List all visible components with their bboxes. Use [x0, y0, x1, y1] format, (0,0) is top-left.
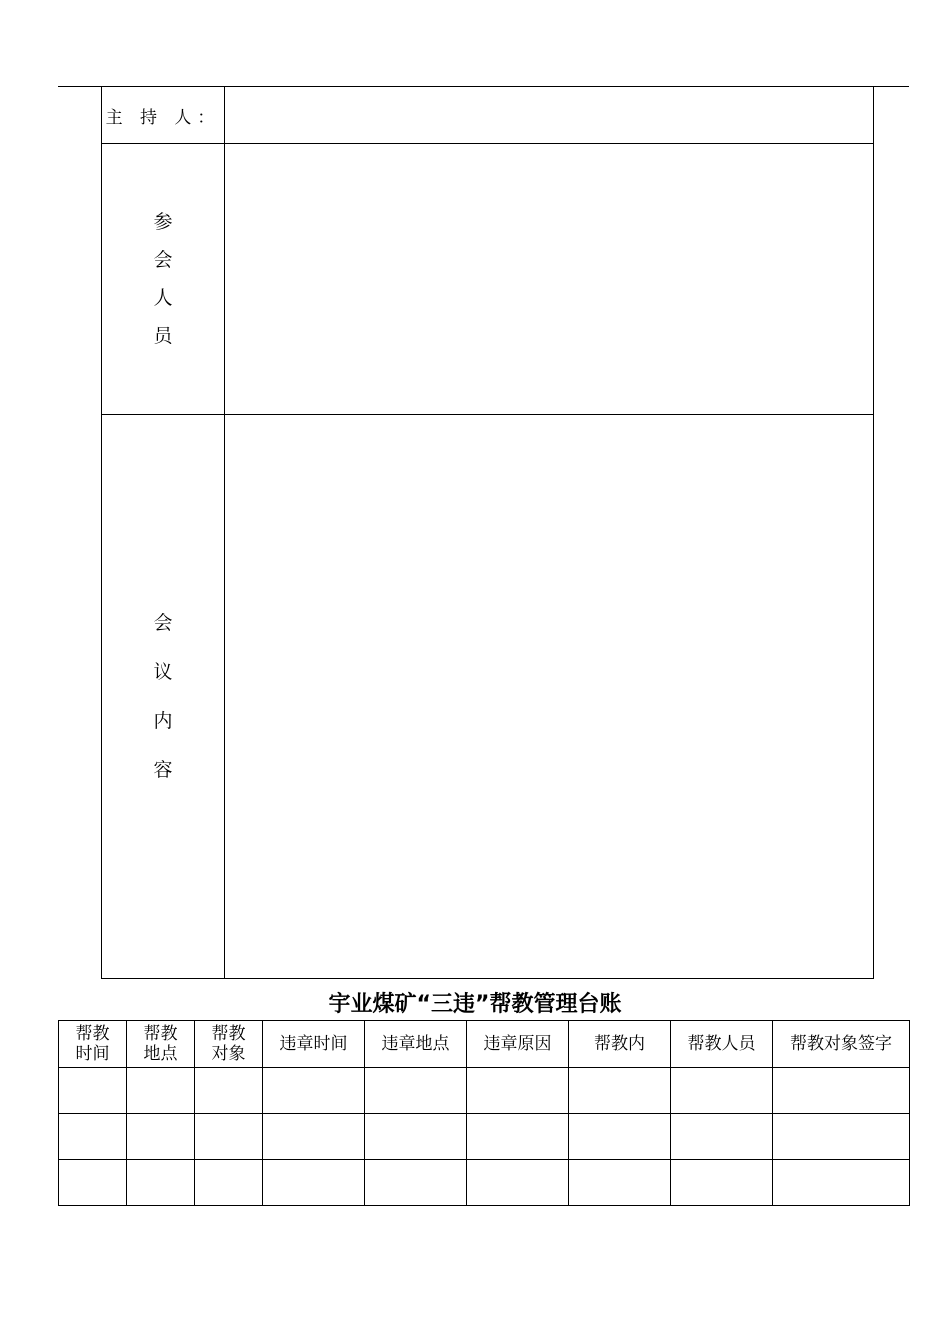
meeting-record-table — [101, 86, 874, 979]
ledger-row — [59, 1160, 910, 1206]
ledger-cell[interactable] — [671, 1068, 773, 1114]
content-label: 会议内容 — [153, 611, 173, 781]
header-violation-location: 违章地点 — [381, 1034, 450, 1054]
attendees-label: 参会人员 — [153, 211, 173, 347]
ledger-cell[interactable] — [127, 1068, 195, 1114]
host-label: 主 持 人： — [105, 107, 221, 128]
ledger-cell[interactable] — [59, 1160, 127, 1206]
header-cell — [773, 1021, 910, 1068]
header-help-time: 帮教时间 — [75, 1024, 110, 1064]
ledger-header-row — [59, 1021, 910, 1068]
ledger-cell[interactable] — [467, 1114, 569, 1160]
ledger-cell[interactable] — [671, 1114, 773, 1160]
header-help-content: 帮教内 — [594, 1034, 645, 1054]
host-label-cell — [102, 87, 225, 144]
header-cell — [467, 1021, 569, 1068]
ledger-cell[interactable] — [263, 1068, 365, 1114]
header-cell — [671, 1021, 773, 1068]
attendees-row — [102, 144, 874, 415]
ledger-cell[interactable] — [773, 1068, 910, 1114]
ledger-cell[interactable] — [59, 1114, 127, 1160]
header-cell — [195, 1021, 263, 1068]
attendees-value-field[interactable] — [225, 144, 874, 415]
ledger-cell[interactable] — [569, 1160, 671, 1206]
ledger-cell[interactable] — [195, 1160, 263, 1206]
ledger-cell[interactable] — [365, 1160, 467, 1206]
header-cell — [59, 1021, 127, 1068]
ledger-cell[interactable] — [59, 1068, 127, 1114]
ledger-cell[interactable] — [467, 1160, 569, 1206]
content-value-field[interactable] — [225, 415, 874, 979]
header-help-staff: 帮教人员 — [687, 1034, 756, 1054]
ledger-cell[interactable] — [365, 1068, 467, 1114]
header-violation-reason: 违章原因 — [483, 1034, 552, 1054]
ledger-cell[interactable] — [569, 1114, 671, 1160]
ledger-cell[interactable] — [263, 1114, 365, 1160]
ledger-cell[interactable] — [467, 1068, 569, 1114]
header-help-location: 帮教地点 — [143, 1024, 178, 1064]
header-cell — [365, 1021, 467, 1068]
header-violation-time: 违章时间 — [279, 1034, 348, 1054]
ledger-title: 宇业煤矿“三违”帮教管理台账 — [328, 992, 622, 1017]
ledger-cell[interactable] — [263, 1160, 365, 1206]
ledger-cell[interactable] — [127, 1160, 195, 1206]
header-cell — [263, 1021, 365, 1068]
ledger-cell[interactable] — [365, 1114, 467, 1160]
host-row — [102, 87, 874, 144]
top-rule-left — [58, 86, 101, 87]
header-cell — [127, 1021, 195, 1068]
ledger-cell[interactable] — [773, 1160, 910, 1206]
ledger-cell[interactable] — [195, 1114, 263, 1160]
attendees-label-cell — [102, 144, 225, 415]
content-label-cell — [102, 415, 225, 979]
ledger-cell[interactable] — [773, 1114, 910, 1160]
ledger-cell[interactable] — [671, 1160, 773, 1206]
content-row — [102, 415, 874, 979]
ledger-cell[interactable] — [127, 1114, 195, 1160]
ledger-row — [59, 1114, 910, 1160]
host-value-field[interactable] — [225, 87, 874, 144]
header-cell — [569, 1021, 671, 1068]
header-target-signature: 帮教对象签字 — [790, 1034, 892, 1054]
ledger-cell[interactable] — [195, 1068, 263, 1114]
ledger-cell[interactable] — [569, 1068, 671, 1114]
ledger-row — [59, 1068, 910, 1114]
top-rule-right — [873, 86, 909, 87]
header-help-target: 帮教对象 — [211, 1024, 246, 1064]
ledger-table — [58, 1020, 910, 1206]
